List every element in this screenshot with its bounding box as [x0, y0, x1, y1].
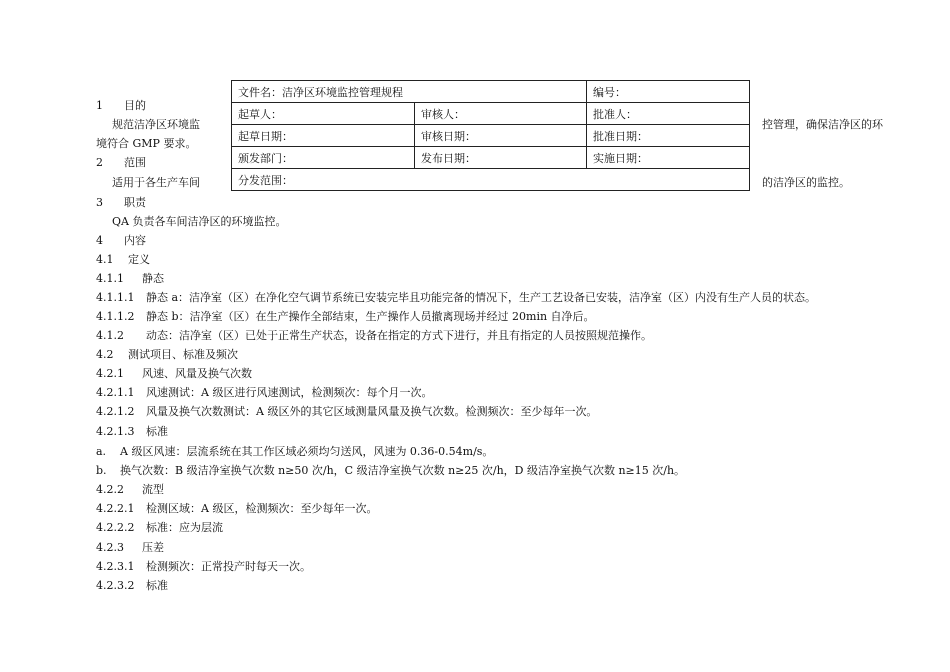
line-text: 风速、风量及换气次数 [142, 367, 252, 380]
body-line [96, 445, 493, 459]
line-text: 标准 [146, 579, 168, 592]
section-number: 4.1.1 [96, 272, 124, 285]
body-line [96, 405, 597, 419]
line-text: 检测频次：正常投产时每天一次。 [146, 560, 311, 573]
body-line [96, 99, 146, 113]
section-number: 1 [96, 99, 103, 112]
line-text: 流型 [142, 483, 164, 496]
section-number: 4.2.1 [96, 367, 124, 380]
section-number: b. [96, 464, 107, 477]
body-line [96, 425, 168, 439]
doc-name-cell: 文件名：洁净区环境监控管理规程 [232, 81, 587, 103]
section-number: 4.2 [96, 348, 114, 361]
line-text: 适用于各生产车间 [112, 176, 200, 189]
section-number: 2 [96, 156, 103, 169]
line-text: 动态：洁净室（区）已处于正常生产状态，设备在指定的方式下进行，并且有指定的人员按照规范操作。 [146, 329, 652, 342]
body-line [96, 560, 311, 574]
section-number: 4.2.3.1 [96, 560, 135, 573]
line-text: QA 负责各车间洁净区的环境监控。 [112, 215, 287, 228]
body-line [96, 137, 196, 151]
body-line [96, 156, 146, 170]
section-number: 4.2.1.3 [96, 425, 135, 438]
section-number: 4.2.1.2 [96, 405, 135, 418]
line-text: 静态 [142, 272, 164, 285]
drafter-cell: 起草人： [232, 103, 415, 125]
body-line [96, 348, 238, 362]
line-text: 内容 [124, 234, 146, 247]
line-text: 检测区域：A 级区，检测频次：至少每年一次。 [146, 502, 378, 515]
section-number: 4.1.1.2 [96, 310, 135, 323]
body-line [96, 253, 150, 267]
line-text: 职责 [124, 196, 146, 209]
line-text: 目的 [124, 99, 146, 112]
line-text: 静态 a：洁净室（区）在净化空气调节系统已安装完毕且功能完备的情况下，生产工艺设备已安装，洁净室（区）内没有生产人员的状态。 [146, 291, 817, 304]
body-line [96, 579, 168, 593]
section-number: 4.2.3.2 [96, 579, 135, 592]
line-text: 标准 [146, 425, 168, 438]
section-number: 4.2.2 [96, 483, 124, 496]
body-line [96, 215, 286, 229]
body-line [96, 176, 200, 190]
body-line [96, 464, 685, 478]
body-line [96, 367, 252, 381]
section-number: 4.2.3 [96, 541, 124, 554]
line-text: 标准：应为层流 [146, 521, 223, 534]
body-line [96, 234, 146, 248]
section-number: 3 [96, 196, 103, 209]
issue-date-cell: 发布日期： [415, 147, 587, 169]
line-text: 范围 [124, 156, 146, 169]
body-line [96, 521, 223, 535]
section-number: 4.2.2.1 [96, 502, 135, 515]
section-number: 4 [96, 234, 103, 247]
line-text: 换气次数：B 级洁净室换气次数 n≥50 次/h，C 级洁净室换气次数 n≥25 次/h，D 级洁净室换气次数 n≥15 次/h。 [120, 464, 686, 477]
body-line [96, 502, 377, 516]
line-text: 定义 [128, 253, 150, 266]
body-line [96, 272, 164, 286]
effective-date-cell: 实施日期： [587, 147, 750, 169]
body-line [96, 541, 164, 555]
body-line [96, 291, 816, 305]
section-number: 4.1 [96, 253, 114, 266]
line-text: 风量及换气次数测试：A 级区外的其它区域测量风量及换气次数。检测频次：至少每年一次。 [146, 405, 598, 418]
issuing-dept-cell: 颁发部门： [232, 147, 415, 169]
line-text: 静态 b：洁净室（区）在生产操作全部结束，生产操作人员撤离现场并经过 20min 自净后。 [146, 310, 595, 323]
document-header-table [231, 80, 750, 191]
draft-date-cell: 起草日期： [232, 125, 415, 147]
approve-date-cell: 批准日期： [587, 125, 750, 147]
section-number: 4.2.2.2 [96, 521, 135, 534]
doc-no-cell: 编号： [587, 81, 750, 103]
body-line [96, 118, 200, 132]
section-number: 4.2.1.1 [96, 386, 135, 399]
distribution-cell: 分发范围： [232, 169, 750, 191]
line-text: 压差 [142, 541, 164, 554]
line-text: A 级区风速：层流系统在其工作区域必须均匀送风，风速为 0.36-0.54m/s。 [120, 445, 494, 458]
line-text: 境符合 GMP 要求。 [96, 137, 197, 150]
body-line [96, 386, 432, 400]
body-line [96, 329, 652, 343]
section-number: a. [96, 445, 107, 458]
body-line [96, 196, 146, 210]
scope-text-right: 的洁净区的监控。 [762, 176, 850, 189]
section-number: 4.1.2 [96, 329, 124, 342]
section-number: 4.1.1.1 [96, 291, 135, 304]
purpose-text-right: 控管理，确保洁净区的环 [762, 118, 883, 131]
approver-cell: 批准人： [587, 103, 750, 125]
line-text: 测试项目、标准及频次 [128, 348, 238, 361]
body-line [96, 310, 595, 324]
reviewer-cell: 审核人： [415, 103, 587, 125]
review-date-cell: 审核日期： [415, 125, 587, 147]
body-line [96, 483, 164, 497]
line-text: 规范洁净区环境监 [112, 118, 200, 131]
line-text: 风速测试：A 级区进行风速测试，检测频次：每个月一次。 [146, 386, 433, 399]
